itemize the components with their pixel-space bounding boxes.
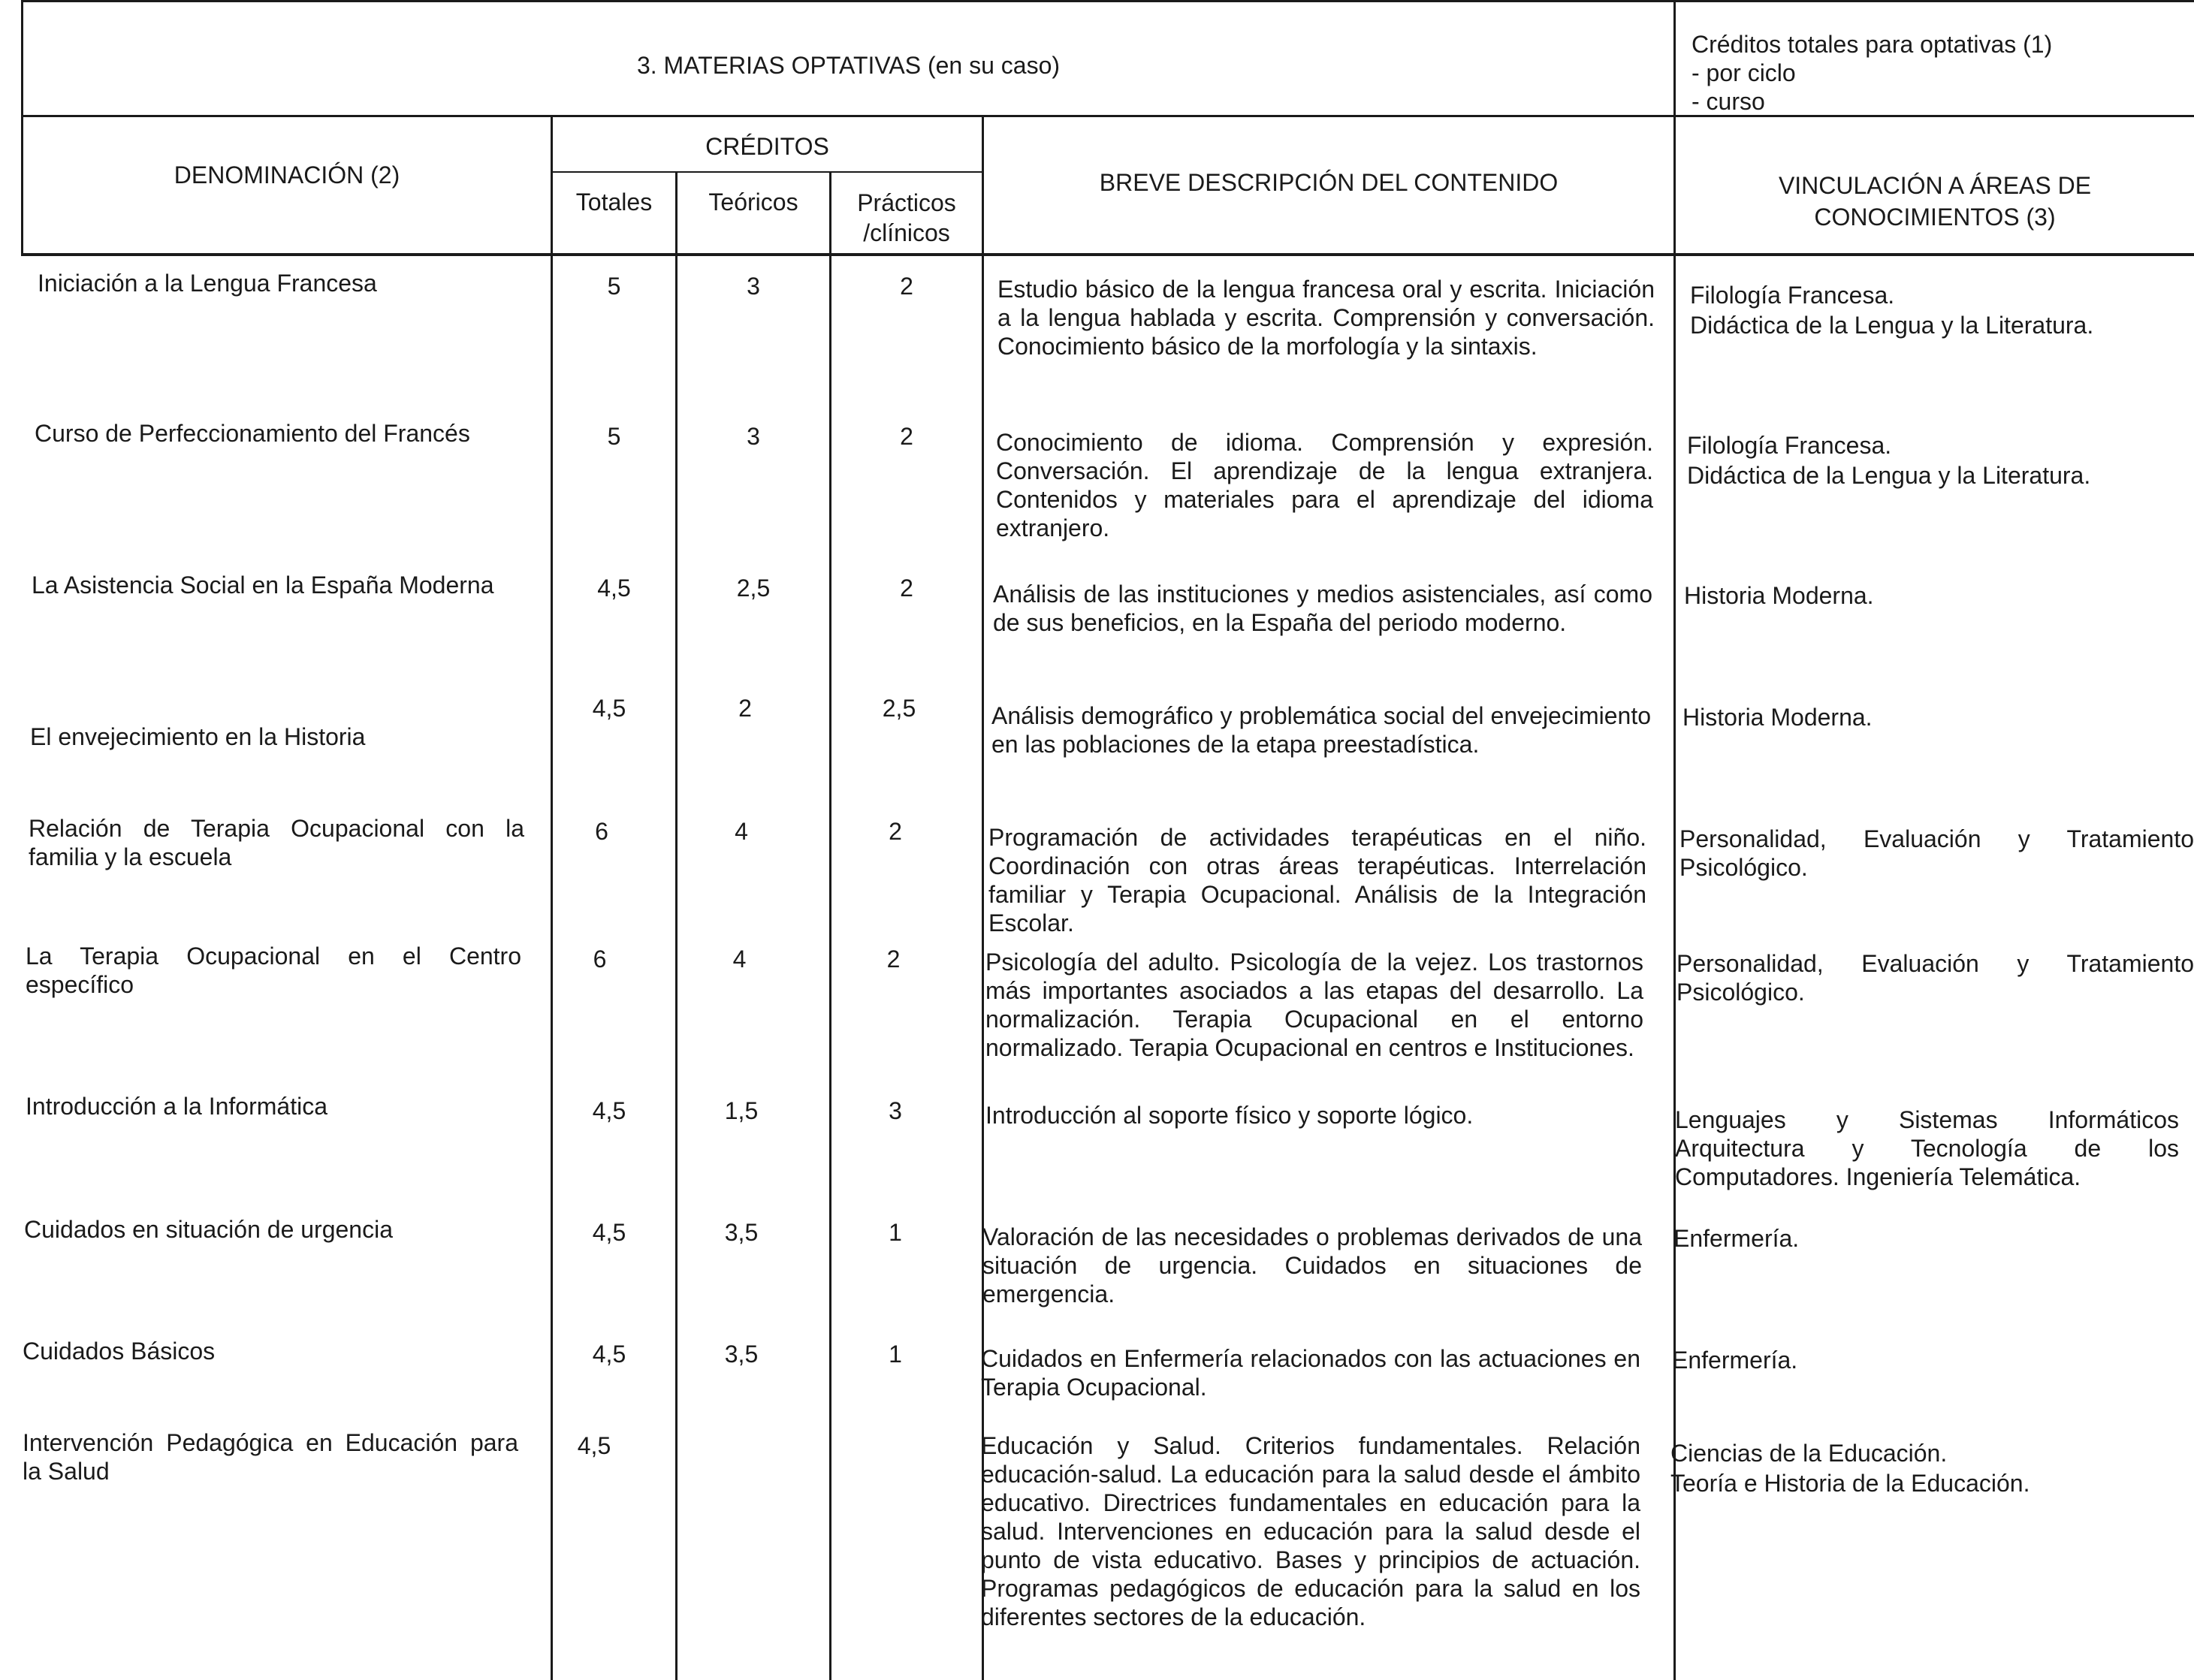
- title-row-bottom-rule: [21, 115, 2194, 117]
- row-practicos: 2: [889, 818, 902, 845]
- row-practicos: 1: [889, 1219, 902, 1246]
- column-header-descripcion: BREVE DESCRIPCIÓN DEL CONTENIDO: [1099, 169, 1559, 196]
- row-teoricos: 3: [747, 423, 760, 450]
- row-totales: 4,5: [592, 1219, 626, 1246]
- row-teoricos: 2,5: [736, 575, 771, 602]
- row-description: Educación y Salud. Criterios fundamentales. Relación educación-salud. La educación para la salud desde el ámbito educativo. Directrices fundamentales en educación para la salud. Intervenciones en educación para la salud desde el punto de vista educativo. Bases y principios de actuación. Programas pedagógicos de educación para la salud en los diferentes sectores de la educación.: [981, 1432, 1640, 1630]
- row-area: Enfermería.: [1673, 1225, 1800, 1252]
- row-practicos: 2: [900, 273, 913, 300]
- column-header-vinculacion-line1: VINCULACIÓN A ÁREAS DE: [1778, 172, 2092, 199]
- table-border-top: [21, 0, 2194, 2]
- column-header-practicos-line1: Prácticos: [857, 189, 956, 216]
- table-border-left: [21, 0, 23, 255]
- row-teoricos: 3,5: [724, 1219, 759, 1246]
- credits-note-line2: - por ciclo: [1692, 59, 1796, 86]
- row-description: Conocimiento de idioma. Comprensión y expresión. Conversación. El aprendizaje de la lengua extranjera. Contenidos y materiales para el aprendizaje del idioma extranjero.: [996, 429, 1653, 541]
- row-totales: 4,5: [597, 575, 631, 602]
- column-divider-totales: [675, 171, 678, 1680]
- row-totales: 6: [593, 946, 607, 973]
- row-teoricos: 1,5: [724, 1097, 759, 1124]
- column-header-practicos-line2: /clínicos: [863, 219, 950, 246]
- row-practicos: 2: [900, 423, 913, 450]
- row-area: Filología Francesa.: [1687, 432, 1892, 459]
- row-description: Valoración de las necesidades o problemas derivados de una situación de urgencia. Cuidados en situaciones de emergencia.: [982, 1223, 1642, 1308]
- row-description: Programación de actividades terapéuticas en el niño. Coordinación con otras áreas terapéuticas. Interrelación familiar y Terapia Ocupacional. Análisis de la Integración Escolar.: [988, 824, 1646, 937]
- row-totales: 4,5: [592, 695, 626, 722]
- row-area: Ciencias de la Educación.: [1670, 1440, 1948, 1467]
- row-practicos: 2,5: [882, 695, 916, 722]
- row-name: Iniciación a la Lengua Francesa: [38, 270, 377, 297]
- row-teoricos: 4: [732, 946, 747, 973]
- row-practicos: 2: [900, 575, 913, 602]
- creditos-header-rule: [551, 171, 984, 173]
- credits-note-line3: - curso: [1692, 88, 1765, 115]
- row-area-secondary: Teoría e Historia de la Educación.: [1670, 1470, 2030, 1497]
- row-area: Personalidad, Evaluación y Tratamiento Psicológico.: [1679, 825, 2194, 881]
- row-name: La Terapia Ocupacional en el Centro específico: [26, 943, 521, 998]
- row-teoricos: 2: [738, 695, 752, 722]
- row-area: Historia Moderna.: [1682, 704, 1873, 731]
- row-practicos: 2: [886, 946, 901, 973]
- row-area-secondary: Didáctica de la Lengua y la Literatura.: [1690, 312, 2094, 339]
- header-bottom-rule: [21, 253, 2194, 256]
- row-name: Introducción a la Informática: [26, 1093, 327, 1120]
- row-totales: 4,5: [592, 1341, 626, 1368]
- row-description: Análisis de las instituciones y medios asistenciales, así como de sus beneficios, en la España del periodo moderno.: [993, 581, 1652, 636]
- row-name: Curso de Perfeccionamiento del Francés: [35, 420, 470, 447]
- row-practicos: 1: [889, 1341, 902, 1368]
- credits-note-line1: Créditos totales para optativas (1): [1692, 31, 2053, 58]
- page-title: 3. MATERIAS OPTATIVAS (en su caso): [636, 52, 1061, 79]
- row-totales: 5: [607, 273, 621, 300]
- row-teoricos: 3,5: [724, 1341, 759, 1368]
- row-name: Cuidados en situación de urgencia: [24, 1216, 393, 1243]
- row-name: La Asistencia Social en la España Moderna: [32, 572, 494, 599]
- row-area: Filología Francesa.: [1690, 282, 1895, 309]
- row-area: Historia Moderna.: [1684, 582, 1874, 609]
- column-header-teoricos: Teóricos: [708, 189, 798, 216]
- row-totales: 4,5: [592, 1097, 626, 1124]
- row-area-secondary: Didáctica de la Lengua y la Literatura.: [1687, 462, 2091, 489]
- row-description: Introducción al soporte físico y soporte lógico.: [985, 1102, 1474, 1129]
- row-totales: 5: [607, 423, 621, 450]
- column-header-totales: Totales: [575, 189, 653, 216]
- credits-note-divider: [1673, 0, 1676, 1680]
- column-header-creditos: CRÉDITOS: [705, 133, 829, 160]
- row-description: Análisis demográfico y problemática social del envejecimiento en las poblaciones de la etapa preestadística.: [991, 702, 1651, 758]
- column-header-denominacion: DENOMINACIÓN (2): [174, 161, 400, 189]
- row-name: Cuidados Básicos: [23, 1338, 216, 1365]
- row-name: El envejecimiento en la Historia: [30, 723, 366, 750]
- row-description: Cuidados en Enfermería relacionados con las actuaciones en Terapia Ocupacional.: [981, 1345, 1640, 1401]
- row-area: Lenguajes y Sistemas Informáticos Arquitectura y Tecnología de los Computadores. Ingeniería Telemática.: [1675, 1106, 2179, 1190]
- column-header-vinculacion: [1676, 170, 2194, 233]
- row-teoricos: 4: [735, 818, 748, 845]
- row-description: Psicología del adulto. Psicología de la vejez. Los trastornos más importantes asociados a las etapas del desarrollo. La normalización. Terapia Ocupacional en el entorno normalizado. Terapia Ocupacional en centros e Instituciones.: [985, 949, 1643, 1061]
- column-header-vinculacion-line2: CONOCIMIENTOS (3): [1814, 204, 2056, 231]
- row-name: Relación de Terapia Ocupacional con la familia y la escuela: [29, 815, 524, 870]
- row-description: Estudio básico de la lengua francesa oral y escrita. Iniciación a la lengua hablada y escrita. Comprensión y conversación. Conocimiento básico de la morfología y la sintaxis.: [997, 276, 1655, 360]
- row-area: Personalidad, Evaluación y Tratamiento Psicológico.: [1676, 950, 2194, 1006]
- row-practicos: 3: [889, 1097, 902, 1124]
- column-header-practicos: [831, 188, 982, 248]
- row-name: Intervención Pedagógica en Educación para la Salud: [23, 1429, 518, 1485]
- row-totales: 4,5: [577, 1432, 611, 1459]
- row-area: Enfermería.: [1672, 1347, 1798, 1374]
- row-totales: 6: [595, 818, 608, 845]
- column-divider-teoricos: [829, 171, 831, 1680]
- row-teoricos: 3: [747, 273, 760, 300]
